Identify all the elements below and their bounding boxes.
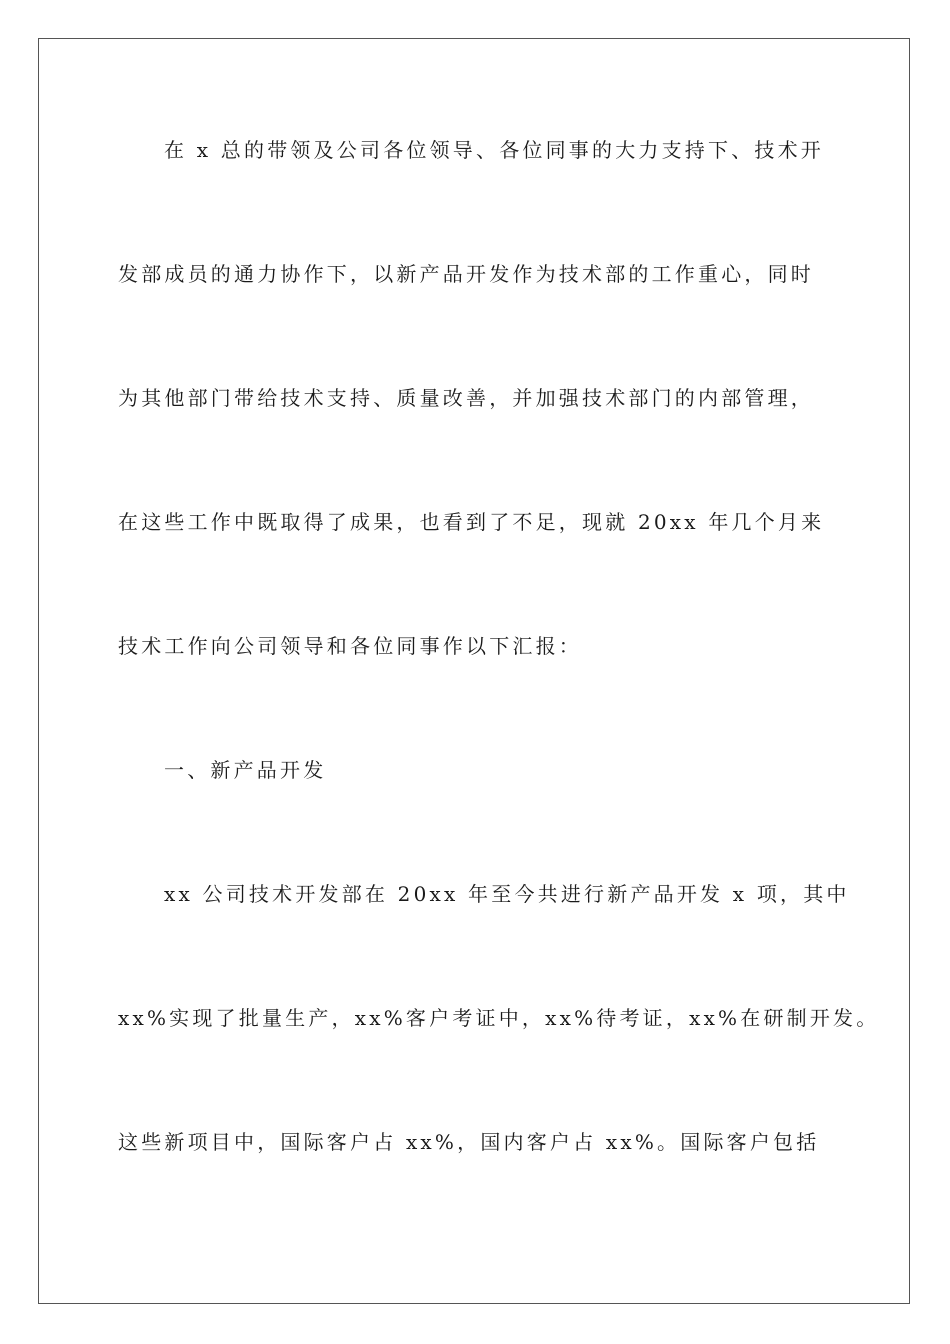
paragraph-line-1: 在 x 总的带领及公司各位领导、各位同事的大力支持下、技术开	[164, 138, 824, 162]
paragraph-line-2: 发部成员的通力协作下，以新产品开发作为技术部的工作重心，同时	[118, 262, 814, 286]
paragraph-line-7: xx%实现了批量生产，xx%客户考证中，xx%待考证，xx%在研制开发。	[118, 1006, 880, 1030]
paragraph-line-6: xx 公司技术开发部在 20xx 年至今共进行新产品开发 x 项，其中	[164, 882, 850, 906]
paragraph-line-8: 这些新项目中，国际客户占 xx%，国内客户占 xx%。国际客户包括	[118, 1130, 820, 1154]
paragraph-line-4: 在这些工作中既取得了成果，也看到了不足，现就 20xx 年几个月来	[118, 510, 825, 534]
page-border	[38, 38, 910, 1304]
section-heading: 一、新产品开发	[164, 758, 327, 782]
paragraph-line-5: 技术工作向公司领导和各位同事作以下汇报：	[118, 634, 582, 658]
paragraph-line-3: 为其他部门带给技术支持、质量改善，并加强技术部门的内部管理，	[118, 386, 814, 410]
